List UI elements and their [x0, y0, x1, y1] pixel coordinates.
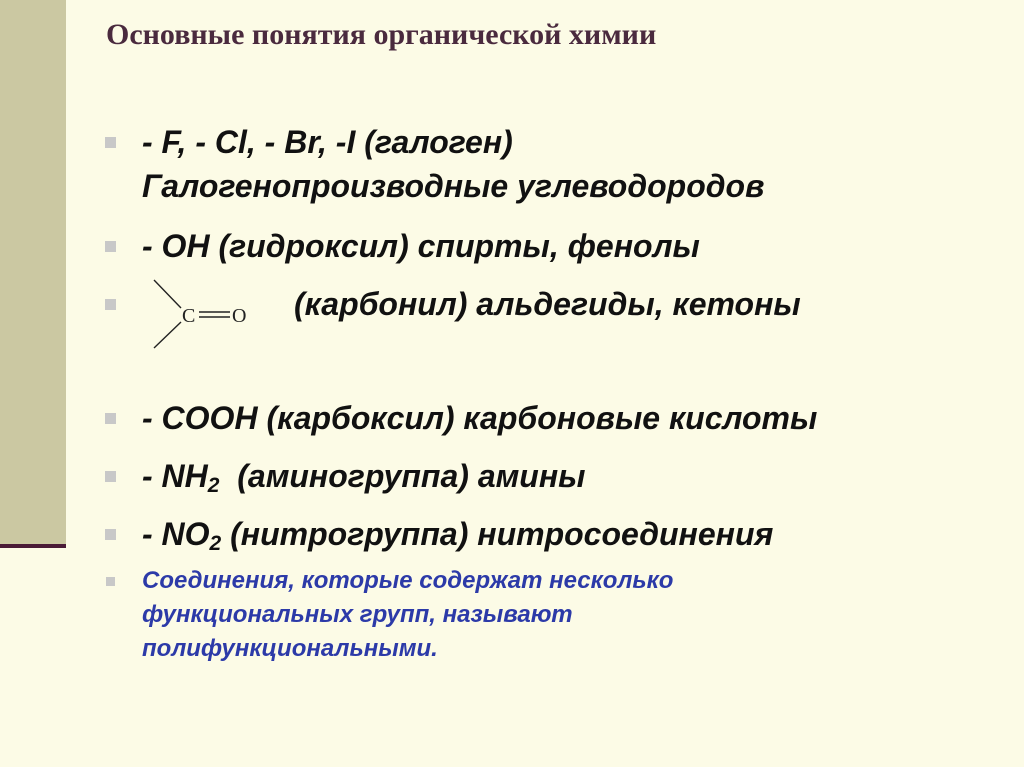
nitro-description: (нитрогруппа) нитросоединения [221, 516, 774, 552]
amino-formula: - NH [142, 458, 208, 494]
side-decoration-line [0, 544, 66, 548]
list-item-halogen-line1: - F, - Cl, - Br, -I (галоген) [142, 124, 513, 160]
nitro-subscript: 2 [209, 532, 222, 555]
bullet-square-icon [105, 529, 116, 540]
list-item-halogen-line2: Галогенопроизводные углеводородов [142, 168, 765, 204]
list-item-carbonyl: (карбонил) альдегиды, кетоны [294, 286, 801, 322]
bullet-square-icon [105, 299, 116, 310]
bullet-square-icon [105, 413, 116, 424]
side-decoration-bar [0, 0, 66, 544]
bullet-square-icon [105, 137, 116, 148]
carbonyl-lower-bond [154, 322, 181, 348]
list-item-hydroxyl: - OH (гидроксил) спирты, фенолы [142, 228, 700, 264]
note-polyfunctional: Соединения, которые содержат несколько функциональных групп, называют полифункциональными. [142, 567, 674, 662]
carbonyl-oxygen-atom: O [232, 305, 247, 327]
bullet-square-icon [105, 471, 116, 482]
list-item-nitro [142, 512, 773, 556]
bullet-square-icon [105, 241, 116, 252]
amino-subscript: 2 [207, 474, 220, 497]
carbonyl-structure-diagram [148, 276, 268, 356]
list-item-halogen [142, 120, 764, 208]
bullet-square-icon [106, 577, 115, 586]
carbonyl-carbon-atom: C [182, 305, 196, 327]
carbonyl-upper-bond [154, 280, 181, 308]
list-item-amino [142, 454, 585, 498]
slide-title: Основные понятия органической химии [106, 18, 657, 51]
amino-description: (аминогруппа) амины [219, 458, 586, 494]
list-item-carboxyl: - COOH (карбоксил) карбоновые кислоты [142, 400, 818, 436]
nitro-formula: - NO [142, 516, 210, 552]
